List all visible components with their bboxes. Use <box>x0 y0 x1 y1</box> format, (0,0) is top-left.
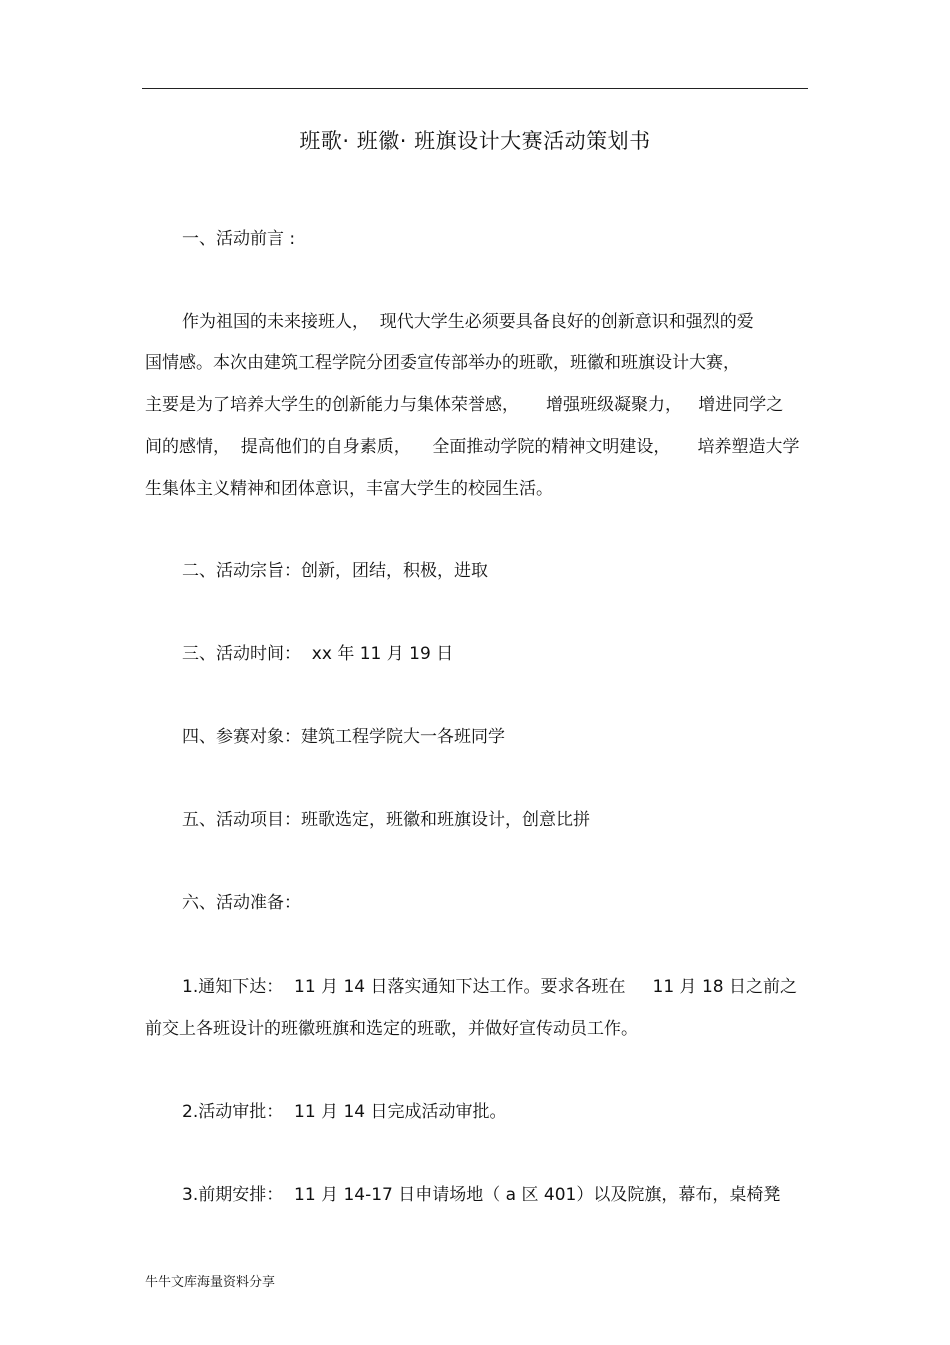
paragraph-line: 生集体主义精神和团体意识，丰富大学生的校园生活。 <box>145 479 553 499</box>
document-title: 班歌· 班徽· 班旗设计大赛活动策划书 <box>299 129 651 153</box>
paragraph-line: 作为祖国的未来接班人， 现代大学生必须要具备良好的创新意识和强烈的爱 <box>182 312 754 332</box>
list-item-notice: 1.通知下达： 11 月 14 日落实通知下达工作。要求各班在 11 月 18 日之前之 <box>182 977 797 997</box>
section-heading-purpose: 二、活动宗旨：创新，团结，积极，进取 <box>182 561 488 581</box>
paragraph-line: 间的感情， 提高他们的自身素质， 全面推动学院的精神文明建设， 培养塑造大学 <box>145 437 800 457</box>
paragraph-line: 主要是为了培养大学生的创新能力与集体荣誉感， 增强班级凝聚力， 增进同学之 <box>145 395 784 415</box>
section-heading-time: 三、活动时间： xx 年 11 月 19 日 <box>182 644 454 664</box>
list-item-approval: 2.活动审批： 11 月 14 日完成活动审批。 <box>182 1102 507 1122</box>
section-heading-participants: 四、参赛对象：建筑工程学院大一各班同学 <box>182 727 505 747</box>
top-rule <box>142 88 808 89</box>
list-item-arrangement: 3.前期安排： 11 月 14-17 日申请场地（ a 区 401）以及院旗，幕布，桌椅凳 <box>182 1185 781 1205</box>
section-heading-items: 五、活动项目：班歌选定，班徽和班旗设计，创意比拼 <box>182 810 590 830</box>
section-heading-preface: 一、活动前言 : <box>182 229 296 249</box>
section-heading-preparation: 六、活动准备： <box>182 893 301 913</box>
paragraph-line: 国情感。本次由建筑工程学院分团委宣传部举办的班歌，班徽和班旗设计大赛， <box>145 353 740 373</box>
list-item-notice-continued: 前交上各班设计的班徽班旗和选定的班歌，并做好宣传动员工作。 <box>145 1019 638 1039</box>
page-footer: 牛牛文库海量资料分享 <box>145 1275 276 1290</box>
